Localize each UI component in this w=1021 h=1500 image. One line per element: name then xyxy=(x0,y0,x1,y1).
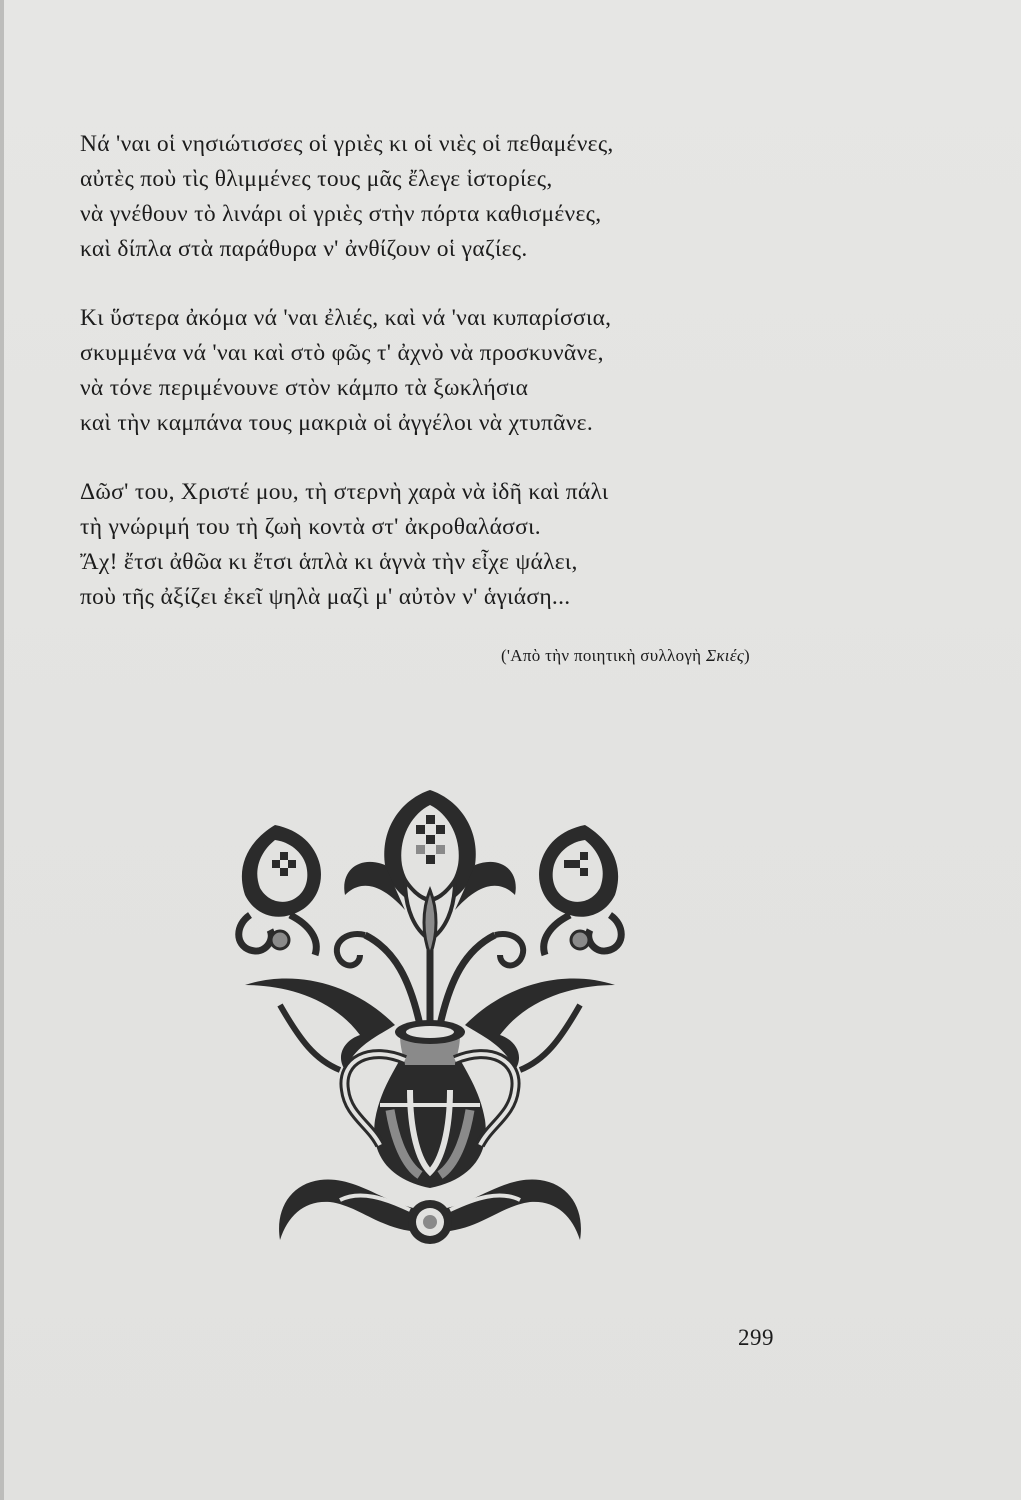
stanza-1 xyxy=(80,127,800,267)
poem-line: νὰ γνέθουν τὸ λινάρι οἱ γριὲς στὴν πόρτα καθισμένες, xyxy=(80,201,602,227)
page-edge xyxy=(0,0,4,1500)
poem-line: νὰ τόνε περιμένουνε στὸν κάμπο τὰ ξωκλήσια xyxy=(80,375,529,401)
source-suffix: ) xyxy=(744,646,750,665)
poem-line: τὴ γνώριμή του τὴ ζωὴ κοντὰ στ' ἀκροθαλάσσι. xyxy=(80,514,541,540)
poem-line: Ἄχ! ἔτσι ἀθῶα κι ἔτσι ἁπλὰ κι ἁγνὰ τὴν εἶχε ψάλει, xyxy=(80,549,578,575)
poem-line: αὐτὲς ποὺ τὶς θλιμμένες τους μᾶς ἔλεγε ἱστορίες, xyxy=(80,166,553,192)
poem-line: Κι ὕστερα ἀκόμα νά 'ναι ἐλιές, καὶ νά 'ναι κυπαρίσσια, xyxy=(80,305,612,331)
stanza-2 xyxy=(80,301,800,441)
page-number: 299 xyxy=(738,1325,774,1350)
floral-vase-ornament-icon xyxy=(220,770,640,1260)
stanza-3 xyxy=(80,475,800,615)
poem-line: Δῶσ' του, Χριστέ μου, τὴ στερνὴ χαρὰ νὰ ἰδῆ καὶ πάλι xyxy=(80,479,609,505)
poem-line: σκυμμένα νά 'ναι καὶ στὸ φῶς τ' ἀχνὸ νὰ προσκυνᾶνε, xyxy=(80,340,604,366)
poem-line: ποὺ τῆς ἀξίζει ἐκεῖ ψηλὰ μαζὶ μ' αὐτὸν ν' ἁγιάση... xyxy=(80,584,571,610)
poem-line: Νά 'ναι οἱ νησιώτισσες οἱ γριὲς κι οἱ νιὲς οἱ πεθαμένες, xyxy=(80,131,614,157)
poem-line: καὶ δίπλα στὰ παράθυρα ν' ἀνθίζουν οἱ γαζίες. xyxy=(80,236,528,262)
poem xyxy=(80,127,800,649)
poem-line: καὶ τὴν καμπάνα τους μακριὰ οἱ ἀγγέλοι νὰ χτυπᾶνε. xyxy=(80,410,594,436)
source-citation xyxy=(410,646,750,666)
source-prefix: ('Απὸ τὴν ποιητικὴ συλλογὴ xyxy=(500,646,706,665)
source-collection-title: Σκιές xyxy=(705,646,745,665)
